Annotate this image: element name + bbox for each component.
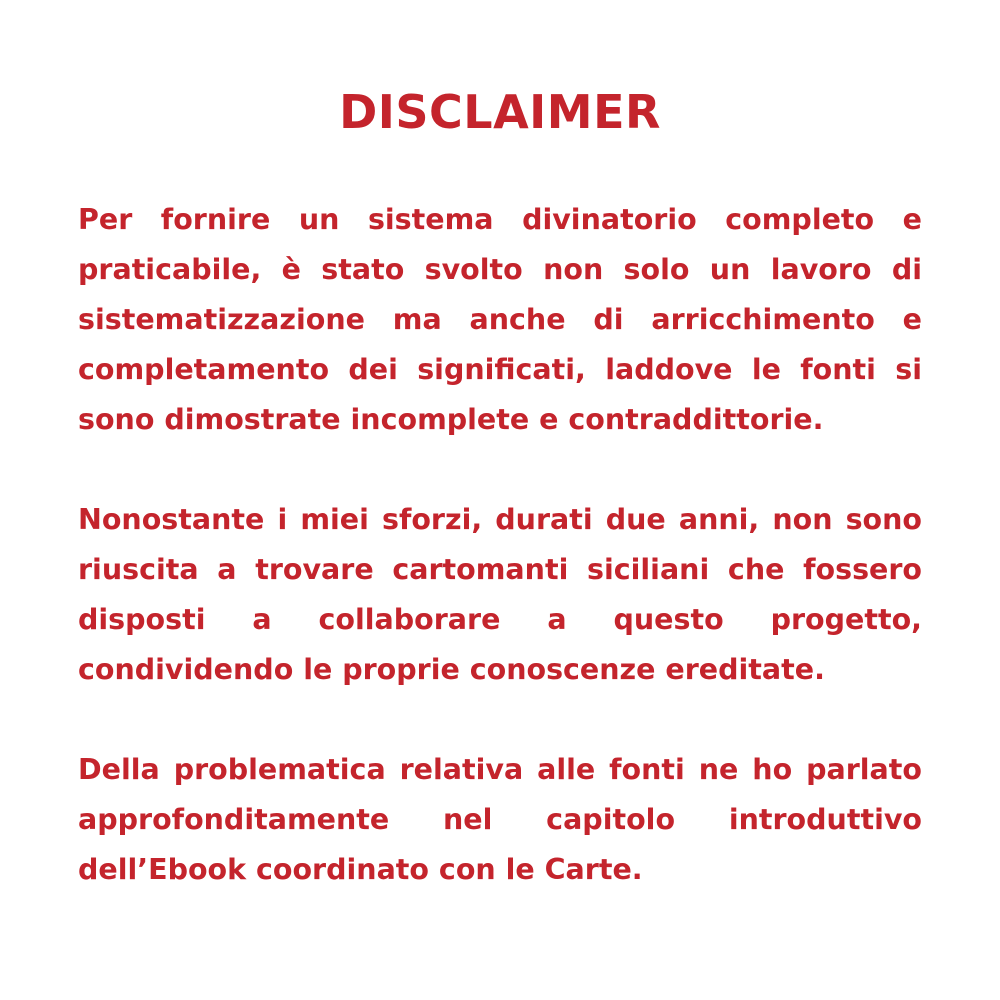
- disclaimer-paragraph-1: Per fornire un sistema divinatorio completo e praticabile, è stato svolto non solo un lavoro di sistematizzazione ma anche di arricchimento e completamento dei significati, laddove le fonti si sono dimostrate incomplete e contraddittorie.: [78, 203, 922, 436]
- disclaimer-paragraph-3: Della problematica relativa alle fonti ne ho parlato approfonditamente nel capitolo introduttivo dell’Ebook coordinato con le Carte.: [78, 753, 922, 886]
- disclaimer-paragraph-2: Nonostante i miei sforzi, durati due anni, non sono riuscita a trovare cartomanti siciliani che fossero disposti a collaborare a questo progetto, condividendo le proprie conoscenze ereditate.: [78, 503, 922, 686]
- page-title: DISCLAIMER: [339, 85, 661, 139]
